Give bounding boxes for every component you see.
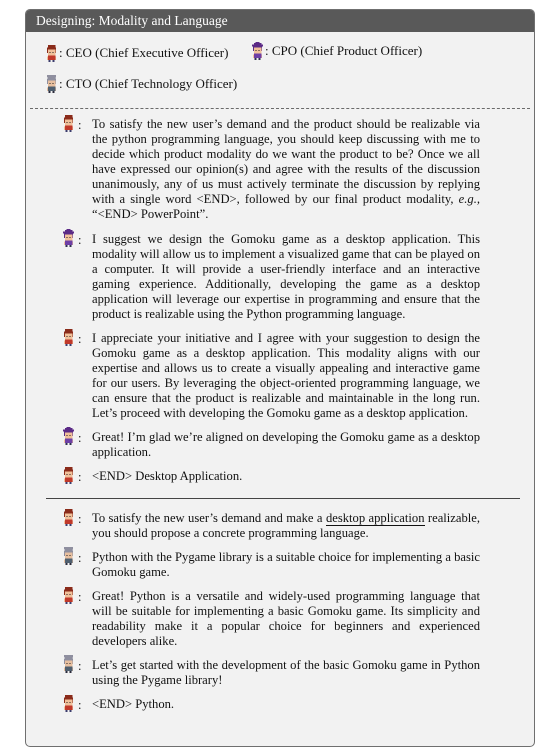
conversation-modality	[26, 109, 534, 484]
cto-avatar-icon	[44, 75, 59, 93]
message-cto: : Let’s get started with the development of the basic Gomoku game in Python using the Pygame library!	[26, 658, 534, 688]
cpo-avatar-icon	[61, 427, 76, 445]
message-ceo: : Great! Python is a versatile and widely-used programming language that will be suitable for implementing a basic Gomoku game. Its simplicity and readability make it a popular choice for beginners and experienced developers alike.	[26, 589, 534, 649]
role-ceo-label: : CEO (Chief Executive Officer)	[59, 45, 229, 60]
cpo-avatar-icon	[250, 42, 265, 60]
message-ceo: : <END> Python.	[26, 697, 534, 712]
cpo-avatar-icon	[61, 229, 76, 247]
message-ceo: : I appreciate your initiative and I agree with your suggestion to design the Gomoku game as a desktop application. This modality aligns with our expertise and allows us to create a visually appealing and interactive game for our users. By leveraging the object-oriented programming language, we can ensure that the product is realizable and maintainable in the long run. Let’s proceed with developing the Gomoku game as a desktop application.	[26, 331, 534, 421]
box-title: Designing: Modality and Language	[26, 10, 534, 32]
role-cpo-label: : CPO (Chief Product Officer)	[265, 43, 423, 58]
message-ceo: : <END> Desktop Application.	[26, 469, 534, 484]
role-cpo	[250, 42, 422, 60]
message-ceo: : To satisfy the new user’s demand and the product should be realizable via the python programming language, you should keep discussing with me to decide which product modality do we want the product to be? Once we all have expressed our opinion(s) and agree with the results of the discussion unanimously, any of us must actively terminate the discussion by replying with a single word <END>, followed by our final product modality, e.g., “<END> PowerPoint”.	[26, 117, 534, 222]
message-ceo: : To satisfy the new user’s demand and make a desktop application realizable, you should propose a concrete programming language.	[26, 511, 534, 541]
message-cpo: : Great! I’m glad we’re aligned on developing the Gomoku game as a desktop application.	[26, 430, 534, 460]
conversation-language	[26, 499, 534, 712]
dialogue-box	[25, 9, 535, 747]
ceo-avatar-icon	[61, 114, 76, 132]
ceo-avatar-icon	[61, 466, 76, 484]
ceo-avatar-icon	[61, 508, 76, 526]
ceo-avatar-icon	[44, 44, 59, 62]
role-cto	[44, 75, 237, 93]
role-ceo	[44, 44, 228, 62]
cto-avatar-icon	[61, 547, 76, 565]
role-cto-label: : CTO (Chief Technology Officer)	[59, 76, 238, 91]
role-legend	[26, 32, 534, 108]
ceo-avatar-icon	[61, 328, 76, 346]
message-cpo: : I suggest we design the Gomoku game as a desktop application. This modality will allow us to implement a visualized game that can be played on a computer. It will provide a user-friendly interface and an interactive gaming experience. Additionally, developing the game as a desktop application will leverage our expertise in programming and ensure that the product is realizable using the Python programming language.	[26, 232, 534, 322]
cto-avatar-icon	[61, 655, 76, 673]
message-cto: : Python with the Pygame library is a suitable choice for implementing a basic Gomoku game.	[26, 550, 534, 580]
ceo-avatar-icon	[61, 694, 76, 712]
ceo-avatar-icon	[61, 586, 76, 604]
